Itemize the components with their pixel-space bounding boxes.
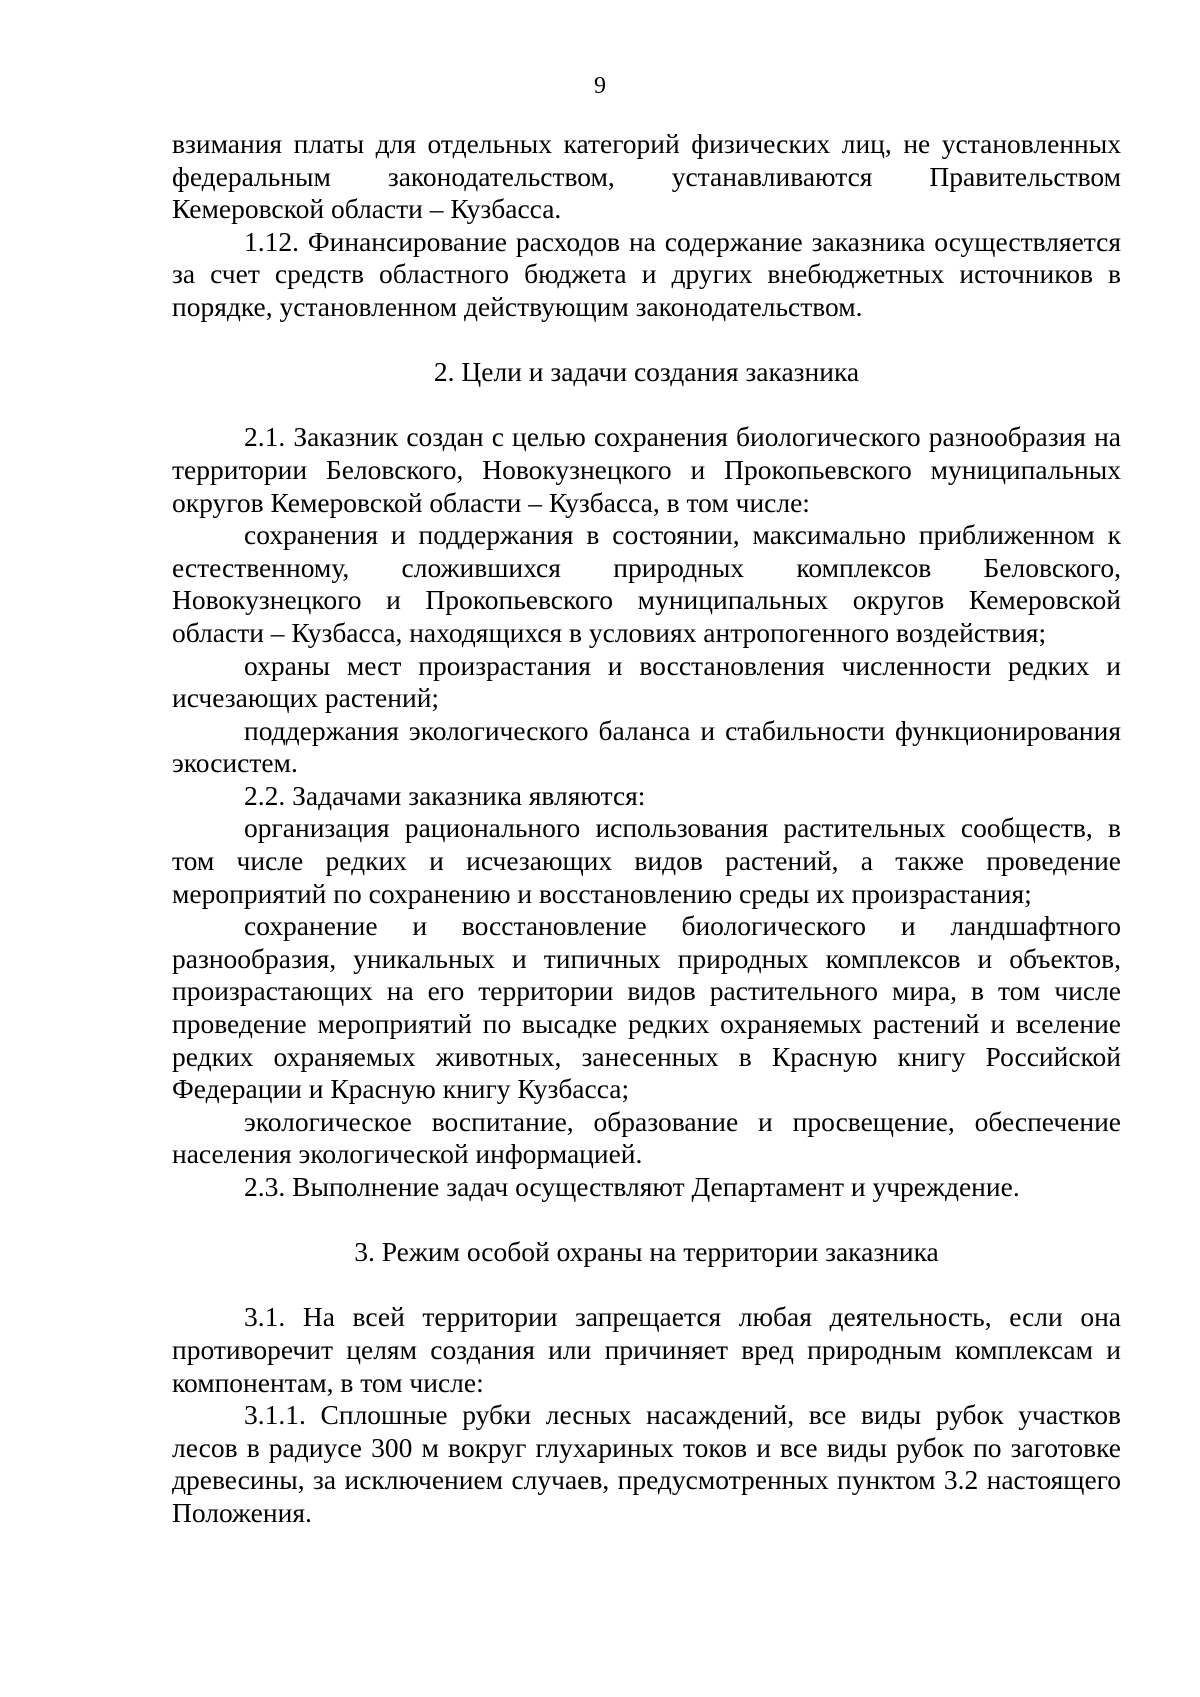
paragraph-2-2-b: сохранение и восстановление биологического и ландшафтного разнообразия, уникальных и типичных природных комплексов и объектов, произрастающих на его территории видов растительного мира, в том числе проведение мероприятий по высадке редких охраняемых растений и вселение редких охраняемых животных, занесенных в Красную книгу Российской Федерации и Красную книгу Кузбасса; bbox=[172, 910, 1121, 1105]
paragraph-2-1-b: охраны мест произрастания и восстановления численности редких и исчезающих растений; bbox=[172, 649, 1121, 714]
paragraph-2-1: 2.1. Заказник создан с целью сохранения биологического разнообразия на территории Беловского, Новокузнецкого и Прокопьевского муниципальных округов Кемеровской области – Кузбасса, в том числе: bbox=[172, 421, 1121, 518]
section-heading-2: 2. Цели и задачи создания заказника bbox=[433, 356, 860, 388]
paragraph-2-2-a: организация рационального использования растительных сообществ, в том числе редких и исчезающих видов растений, а также проведение мероприятий по сохранению и восстановлению среды их произрастания; bbox=[172, 812, 1121, 909]
paragraph-1-12: 1.12. Финансирование расходов на содержание заказника осуществляется за счет средств областного бюджета и других внебюджетных источников в порядке, установленном действующим законодательством. bbox=[172, 225, 1121, 322]
spacer bbox=[172, 1204, 1121, 1237]
paragraph-2-1-a: сохранения и поддержания в состоянии, максимально приближенном к естественному, сложившихся природных комплексов Беловского, Новокузнецкого и Прокопьевского муниципальных округов Кемеровской области – Кузбасса, находящихся в условиях антропогенного воздействия; bbox=[172, 519, 1121, 648]
spacer bbox=[172, 324, 1121, 357]
paragraph-3-1: 3.1. На всей территории запрещается любая деятельность, если она противоречит целям создания или причиняет вред природным комплексам и компонентам, в том числе: bbox=[172, 1301, 1121, 1398]
spacer bbox=[172, 389, 1121, 422]
section-heading-3: 3. Режим особой охраны на территории заказника bbox=[354, 1236, 939, 1268]
paragraph-2-3: 2.3. Выполнение задач осуществляют Департамент и учреждение. bbox=[244, 1171, 1020, 1202]
spacer bbox=[172, 1269, 1121, 1302]
paragraph-3-1-1: 3.1.1. Сплошные рубки лесных насаждений, все виды рубок участков лесов в радиусе 300 м вокруг глухариных токов и все виды рубок по заготовке древесины, за исключением случаев, предусмотренных пунктом 3.2 настоящего Положения. bbox=[172, 1399, 1121, 1528]
paragraph-2-1-c: поддержания экологического баланса и стабильности функционирования экосистем. bbox=[172, 714, 1121, 779]
document-body bbox=[172, 128, 1121, 1530]
paragraph-2-2: 2.2. Задачами заказника являются: bbox=[244, 779, 646, 811]
paragraph-2-2-c: экологическое воспитание, образование и просвещение, обеспечение населения экологической информацией. bbox=[172, 1105, 1121, 1170]
paragraph-continuation: взимания платы для отдельных категорий физических лиц, не установленных федеральным законодательством, устанавливаются Правительством Кемеровской области – Кузбасса. bbox=[172, 128, 1121, 225]
page-number: 9 bbox=[594, 73, 606, 99]
